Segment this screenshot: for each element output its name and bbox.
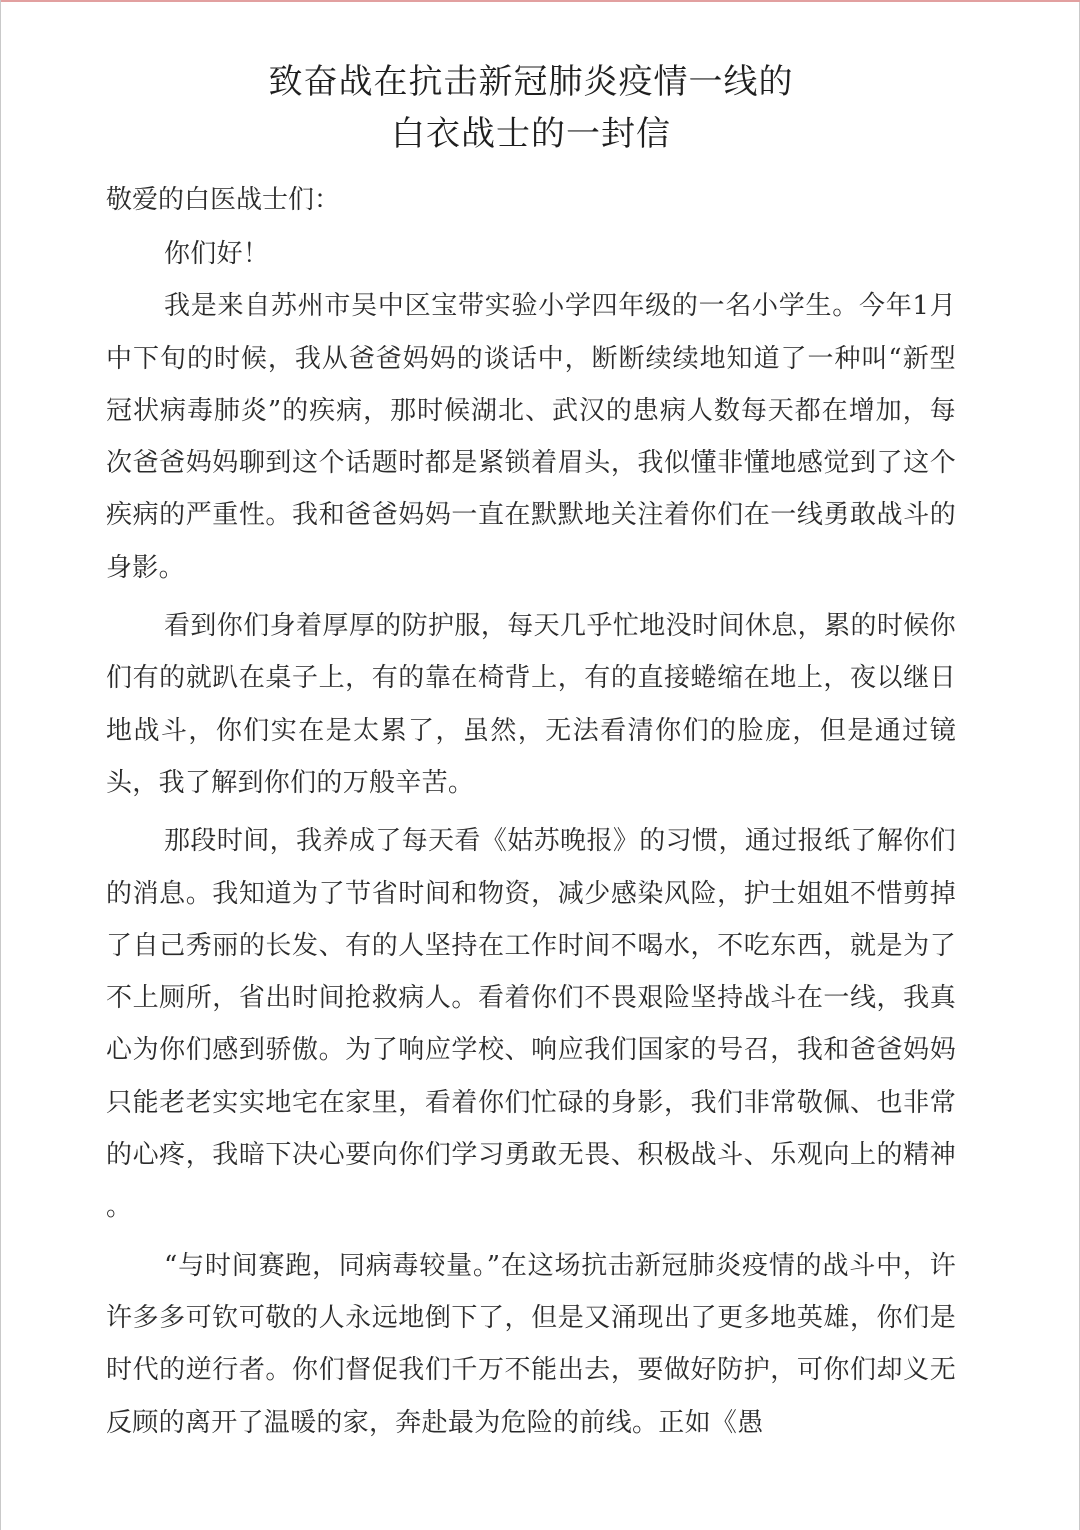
letter-title	[106, 56, 956, 160]
paragraph-4: “与时间赛跑，同病毒较量。”在这场抗击新冠肺炎疫情的战斗中，许许多多可钦可敬的人永远地倒下了，但是又涌现出了更多地英雄，你们是时代的逆行者。你们督促我们千万不能出去，要做好防护，可你们却义无反顾的离开了温暖的家，奔赴最为危险的前线。正如《愚	[106, 1250, 956, 1438]
letter-content	[106, 56, 956, 1449]
title-line-2: 白衣战士的一封信	[391, 114, 671, 154]
title-line-1: 致奋战在抗击新冠肺炎疫情一线的	[268, 62, 794, 102]
page-top-edge	[1, 0, 1080, 2]
paragraph-1: 我是来自苏州市吴中区宝带实验小学四年级的一名小学生。今年1月中下旬的时候，我从爸爸妈妈的谈话中，断断续续地知道了一种叫“新型冠状病毒肺炎”的疾病，那时候湖北、武汉的患病人数每天都在增加，每次爸爸妈妈聊到这个话题时都是紧锁着眉头，我似懂非懂地感觉到了这个疾病的严重性。我和爸爸妈妈一直在默默地关注着你们在一线勇敢战斗的身影。	[106, 291, 956, 583]
salutation: 敬爱的白医战士们：	[106, 185, 341, 215]
paragraph-3: 那段时间，我养成了每天看《姑苏晚报》的习惯，通过报纸了解你们的消息。我知道为了节省时间和物资，减少感染风险，护士姐姐不惜剪掉了自己秀丽的长发、有的人坚持在工作时间不喝水，不吃东西，就是为了不上厕所，省出时间抢救病人。看着你们不畏艰险坚持战斗在一线，我真心为你们感到骄傲。为了响应学校、响应我们国家的号召，我和爸爸妈妈只能老老实实地宅在家里，看着你们忙碌的身影，我们非常敬佩、也非常的心疼，我暗下决心要向你们学习勇敢无畏、积极战斗、乐观向上的精神 。	[106, 826, 956, 1223]
paragraph-2: 看到你们身着厚厚的防护服，每天几乎忙地没时间休息，累的时候你们有的就趴在桌子上，有的靠在椅背上，有的直接蜷缩在地上，夜以继日地战斗，你们实在是太累了，虽然，无法看清你们的脸庞，但是通过镜头，我了解到你们的万般辛苦。	[106, 611, 956, 798]
greeting: 你们好！	[164, 239, 270, 269]
